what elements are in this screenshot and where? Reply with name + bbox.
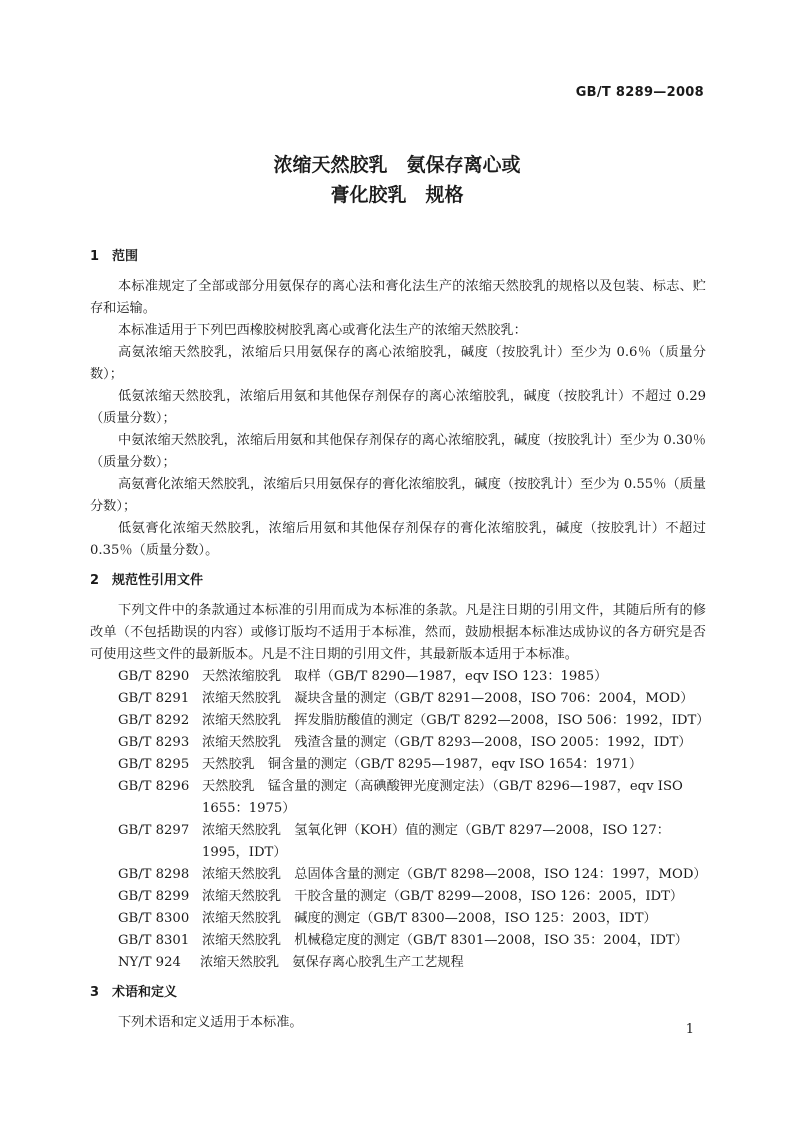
- reference-title: 浓缩天然胶乳 干胶含量的测定（GB/T 8299—2008，ISO 126：2005，IDT）: [202, 889, 684, 904]
- paragraph: 中氨浓缩天然胶乳，浓缩后用氨和其他保存剂保存的离心浓缩胶乳，碱度（按胶乳计）至少为 0.30％（质量分数）；: [90, 433, 706, 470]
- section-heading: [90, 246, 706, 268]
- reference-code: GB/T 8295: [118, 757, 190, 772]
- reference-item: [90, 710, 710, 732]
- reference-title: 浓缩天然胶乳 机械稳定度的测定（GB/T 8301—2008，ISO 35：2004，IDT）: [202, 933, 688, 948]
- paragraph: 本标准适用于下列巴西橡胶树胶乳离心或膏化法生产的浓缩天然胶乳：: [118, 323, 527, 338]
- section-heading: [90, 570, 706, 592]
- reference-title: 天然浓缩胶乳 取样（GB/T 8290—1987，eqv ISO 123：1985）: [202, 669, 608, 684]
- reference-title: 浓缩天然胶乳 凝块含量的测定（GB/T 8291—2008，ISO 706：2004，MOD）: [202, 691, 694, 706]
- reference-title: 浓缩天然胶乳 总固体含量的测定（GB/T 8298—2008，ISO 124：1997，MOD）: [202, 867, 707, 882]
- reference-title: 天然胶乳 铜含量的测定（GB/T 8295—1987，eqv ISO 1654：1971）: [202, 757, 643, 772]
- document-title: [0, 150, 794, 210]
- section-number: 3: [90, 985, 100, 1000]
- reference-code: GB/T 8293: [118, 735, 190, 750]
- reference-title: 浓缩天然胶乳 氢氧化钾（KOH）值的测定（GB/T 8297—2008，ISO 127：1995，IDT）: [202, 823, 670, 860]
- reference-code: GB/T 8290: [118, 669, 190, 684]
- reference-list: [90, 666, 710, 974]
- standard-number: GB/T 8289—2008: [575, 85, 704, 100]
- section-number: 1: [90, 249, 100, 264]
- document-body: [90, 246, 710, 1034]
- paragraph: 高氨膏化浓缩天然胶乳，浓缩后只用氨保存的膏化浓缩胶乳，碱度（按胶乳计）至少为 0.55％（质量分数）；: [90, 477, 706, 514]
- reference-item: [90, 930, 706, 952]
- reference-item: [90, 776, 706, 820]
- reference-title: 天然胶乳 锰含量的测定（高碘酸钾光度测定法）（GB/T 8296—1987，eqv ISO 1655：1975）: [202, 779, 683, 816]
- reference-code: NY/T 924: [118, 955, 181, 970]
- reference-item: [90, 688, 706, 710]
- reference-code: GB/T 8296: [118, 779, 190, 794]
- reference-code: GB/T 8301: [118, 933, 190, 948]
- section-title: 术语和定义: [112, 985, 178, 1000]
- paragraph: 下列术语和定义适用于本标准。: [118, 1015, 303, 1030]
- section-normative-references: [90, 570, 710, 974]
- title-line-2: 膏化胶乳 规格: [330, 184, 464, 206]
- section-number: 2: [90, 573, 100, 588]
- section-scope: [90, 246, 706, 562]
- reference-title: 浓缩天然胶乳 挥发脂肪酸值的测定（GB/T 8292—2008，ISO 506：1992，IDT）: [202, 713, 710, 728]
- paragraph: 低氨浓缩天然胶乳，浓缩后用氨和其他保存剂保存的离心浓缩胶乳，碱度（按胶乳计）不超过 0.29（质量分数）；: [90, 389, 706, 426]
- reference-item: [90, 820, 706, 864]
- reference-title: 浓缩天然胶乳 残渣含量的测定（GB/T 8293—2008，ISO 2005：1992，IDT）: [202, 735, 692, 750]
- paragraph: 本标准规定了全部或部分用氨保存的离心法和膏化法生产的浓缩天然胶乳的规格以及包装、标志、贮存和运输。: [90, 279, 706, 316]
- reference-code: GB/T 8298: [118, 867, 190, 882]
- section-title: 范围: [112, 249, 139, 264]
- reference-code: GB/T 8299: [118, 889, 190, 904]
- reference-item: [90, 886, 706, 908]
- reference-code: GB/T 8292: [118, 713, 190, 728]
- paragraph: 低氨膏化浓缩天然胶乳，浓缩后用氨和其他保存剂保存的膏化浓缩胶乳，碱度（按胶乳计）不超过 0.35％（质量分数）。: [90, 521, 706, 558]
- reference-title: 浓缩天然胶乳 氨保存离心胶乳生产工艺规程: [200, 955, 464, 970]
- reference-code: GB/T 8291: [118, 691, 190, 706]
- reference-code: GB/T 8300: [118, 911, 190, 926]
- reference-item: [90, 666, 706, 688]
- reference-code: GB/T 8297: [118, 823, 190, 838]
- title-line-1: 浓缩天然胶乳 氨保存离心或: [273, 154, 521, 176]
- reference-item: [90, 908, 706, 930]
- page-number: 1: [685, 1022, 694, 1037]
- reference-item: [90, 864, 706, 886]
- section-heading: [90, 982, 706, 1004]
- reference-item: [90, 952, 706, 974]
- reference-item: [90, 732, 706, 754]
- reference-title: 浓缩天然胶乳 碱度的测定（GB/T 8300—2008，ISO 125：2003，IDT）: [202, 911, 657, 926]
- section-terms-definitions: [90, 982, 706, 1034]
- reference-item: [90, 754, 706, 776]
- section-title: 规范性引用文件: [112, 573, 204, 588]
- paragraph: 下列文件中的条款通过本标准的引用而成为本标准的条款。凡是注日期的引用文件，其随后所有的修改单（不包括勘误的内容）或修订版均不适用于本标准，然而，鼓励根据本标准达成协议的各方研究是否可使用这些文件的最新版本。凡是不注日期的引用文件，其最新版本适用于本标准。: [90, 603, 706, 662]
- paragraph: 高氨浓缩天然胶乳，浓缩后只用氨保存的离心浓缩胶乳，碱度（按胶乳计）至少为 0.6％（质量分数）；: [90, 345, 706, 382]
